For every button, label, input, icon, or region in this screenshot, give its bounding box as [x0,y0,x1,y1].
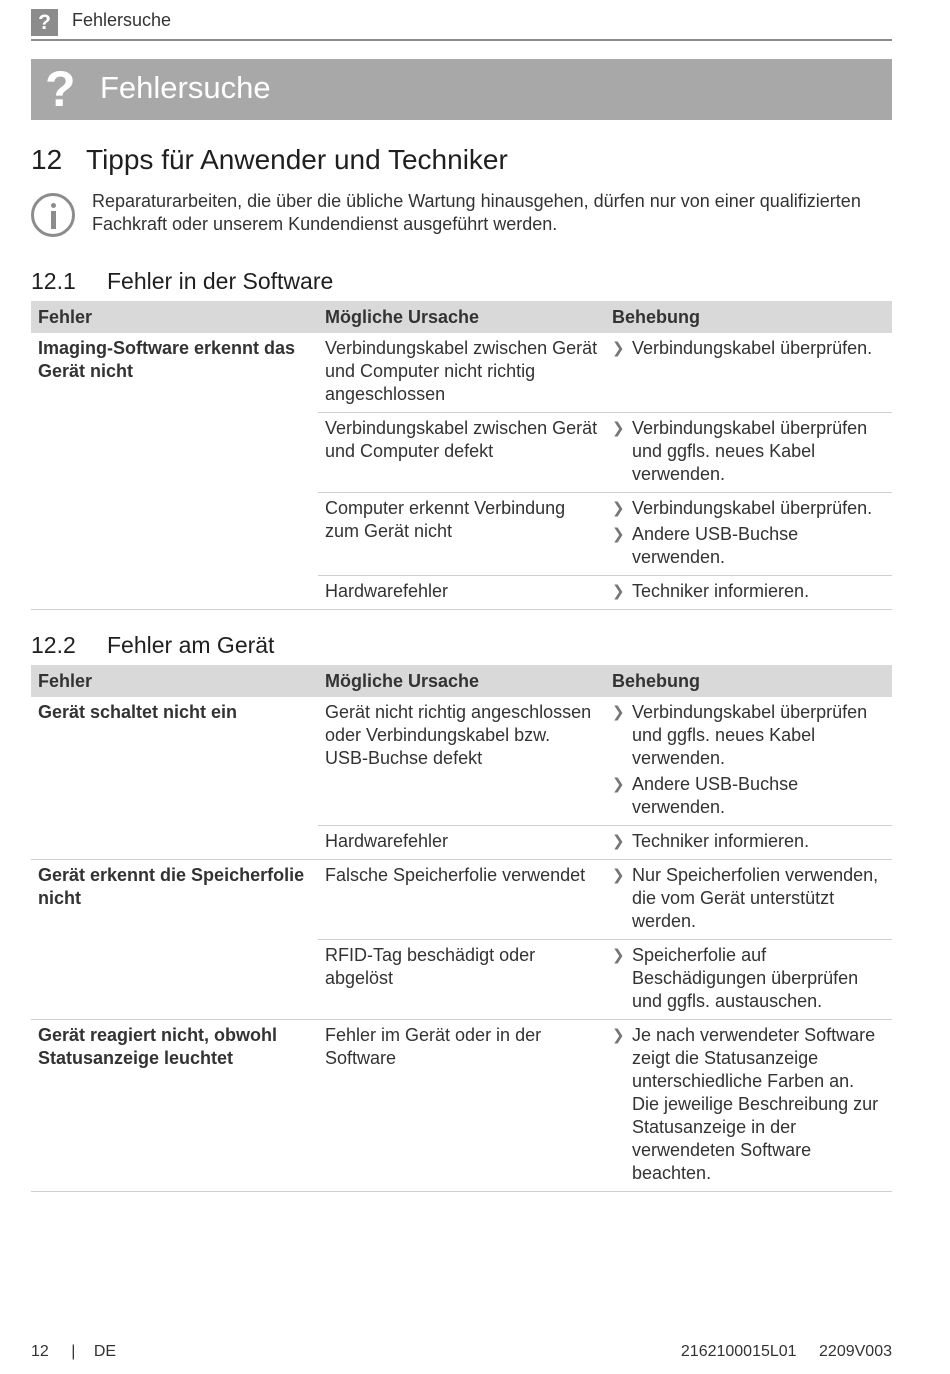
remedy-item [612,701,885,770]
section-number: 12.1 [31,268,76,294]
chapter-number: 12 [31,144,63,175]
fehler-cell: Gerät reagiert nicht, obwohl Statusanzeige leuchtet [31,1020,318,1192]
table-header-row [31,301,892,333]
ursache-cell: Verbindungskabel zwischen Gerät und Computer defekt [318,413,605,493]
ursache-cell: RFID-Tag beschädigt oder abgelöst [318,940,605,1020]
chevron-right-icon: ❯ [612,776,625,793]
behebung-cell [605,860,892,940]
banner-title: Fehlersuche [100,70,271,105]
table-row [31,1020,892,1192]
ursache-cell: Computer erkennt Verbindung zum Gerät nicht [318,493,605,576]
behebung-cell [605,697,892,826]
remedy-text: Je nach verwendeter Software zeigt die Statusanzeige unterschiedliche Farben an. Die jeweilige Beschreibung zur Statusanzeige in der verwendeten Software beachten. [632,1025,879,1183]
remedy-item [612,773,885,819]
remedy-text: Nur Speicherfolien verwenden, die vom Gerät unterstützt werden. [632,865,879,931]
column-header-behebung: Behebung [605,301,892,333]
section-number: 12.2 [31,632,76,658]
table-header-row [31,665,892,697]
behebung-cell [605,940,892,1020]
behebung-cell [605,493,892,576]
column-header-ursache: Mögliche Ursache [318,301,605,333]
question-icon: ? [45,61,76,117]
behebung-cell [605,333,892,413]
info-text: Reparaturarbeiten, die über die übliche Wartung hinausgehen, dürfen nur von einer qualifizierten Fachkraft oder unserem Kundendienst ausgeführt werden. [92,191,861,234]
header-title: Fehlersuche [72,10,172,30]
section-heading [31,268,333,295]
section-title: Fehler in der Software [107,268,334,294]
language-code: DE [93,1343,117,1360]
chapter-heading [31,144,508,176]
page-header [31,9,892,41]
ursache-cell: Gerät nicht richtig angeschlossen oder Verbindungskabel bzw. USB-Buchse defekt [318,697,605,826]
remedy-text: Techniker informieren. [632,831,810,851]
chevron-right-icon: ❯ [612,340,625,357]
ursache-cell: Fehler im Gerät oder in der Software [318,1020,605,1192]
ursache-cell: Hardwarefehler [318,826,605,860]
remedy-item [612,497,885,520]
fehler-cell: Imaging-Software erkennt das Gerät nicht [31,333,318,610]
chapter-title: Tipps für Anwender und Techniker [86,144,508,175]
remedy-item [612,1024,885,1185]
chevron-right-icon: ❯ [612,500,625,517]
remedy-text: Verbindungskabel überprüfen und ggfls. neues Kabel verwenden. [632,702,868,768]
remedy-item [612,417,885,486]
remedy-text: Speicherfolie auf Beschädigungen überprüfen und ggfls. austauschen. [632,945,859,1011]
chevron-right-icon: ❯ [612,947,625,964]
behebung-cell [605,576,892,610]
section-heading [31,632,274,659]
column-header-fehler: Fehler [31,301,318,333]
troubleshooting-table [31,665,892,1192]
remedy-text: Andere USB-Buchse verwenden. [632,774,799,817]
fehler-cell: Gerät erkennt die Speicherfolie nicht [31,860,318,1020]
chevron-right-icon: ❯ [612,420,625,437]
document-version: 2209V003 [819,1343,892,1360]
remedy-item [612,830,885,853]
question-icon: ? [31,9,58,36]
column-header-fehler: Fehler [31,665,318,697]
footer-separator: | [71,1343,76,1360]
behebung-cell [605,1020,892,1192]
chapter-banner [31,59,892,120]
behebung-cell [605,413,892,493]
remedy-text: Verbindungskabel überprüfen. [632,498,873,518]
ursache-cell: Hardwarefehler [318,576,605,610]
page-number: 12 [31,1343,49,1360]
remedy-item [612,864,885,933]
remedy-text: Techniker informieren. [632,581,810,601]
table-row [31,333,892,413]
document-id: 2162100015L01 [680,1343,797,1360]
chevron-right-icon: ❯ [612,583,625,600]
column-header-ursache: Mögliche Ursache [318,665,605,697]
chevron-right-icon: ❯ [612,704,625,721]
behebung-cell [605,826,892,860]
info-icon [31,193,75,237]
troubleshooting-table [31,301,892,610]
remedy-text: Verbindungskabel überprüfen und ggfls. neues Kabel verwenden. [632,418,868,484]
ursache-cell: Verbindungskabel zwischen Gerät und Computer nicht richtig angeschlossen [318,333,605,413]
section-title: Fehler am Gerät [107,632,275,658]
remedy-item [612,580,885,603]
column-header-behebung: Behebung [605,665,892,697]
ursache-cell: Falsche Speicherfolie verwendet [318,860,605,940]
table-row [31,860,892,940]
fehler-cell: Gerät schaltet nicht ein [31,697,318,860]
remedy-item [612,944,885,1013]
chevron-right-icon: ❯ [612,833,625,850]
remedy-item [612,337,885,360]
table-row [31,697,892,826]
footer-left [31,1343,116,1361]
chevron-right-icon: ❯ [612,1027,625,1044]
chevron-right-icon: ❯ [612,867,625,884]
chevron-right-icon: ❯ [612,526,625,543]
remedy-text: Andere USB-Buchse verwenden. [632,524,799,567]
remedy-text: Verbindungskabel überprüfen. [632,338,873,358]
footer-right [681,1343,892,1361]
remedy-item [612,523,885,569]
